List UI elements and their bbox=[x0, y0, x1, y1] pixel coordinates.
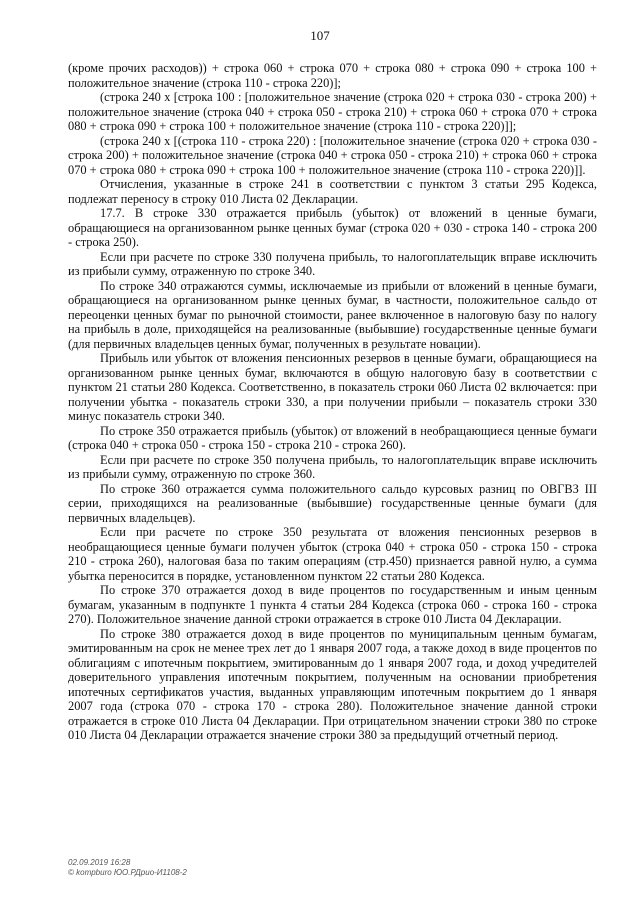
paragraph: По строке 370 отражается доход в виде процентов по государственным и иным ценным бумагам, указанным в подпункте 1 пункта 4 статьи 284 Кодекса (строка 060 - строка 160 - строка 270). Положительное значение данной строки отражается в строке 010 Листа 04 Декларации. bbox=[68, 583, 597, 626]
paragraph: По строке 340 отражаются суммы, исключаемые из прибыли от вложений в ценные бумаги, обращающиеся на организованном рынке ценных бумаг, в частности, положительное сальдо от переоценки ценных бумаг по рыночной стоимости, ранее включенное в налоговую базу по налогу на прибыль в доле, приходящейся на реализованные (выбывшие) государственные ценные бумаги (для первичных владельцев ценных бумаг, полученных в результате новации). bbox=[68, 278, 597, 351]
paragraph: По строке 360 отражается сумма положительного сальдо курсовых разниц по ОВГВЗ III серии, приходящихся на реализованные (выбывшие) государственные ценные бумаги (для первичных владельцев). bbox=[68, 481, 597, 525]
paragraph: По строке 380 отражается доход в виде процентов по муниципальным ценным бумагам, эмитированным на срок не менее трех лет до 1 января 2007 года, а также доход в виде процентов по облигациям с ипотечным покрытием, эмитированным до 1 января 2007 года, и доход учредителей доверительного управления ипотечным покрытием, полученным на основании приобретения ипотечных сертификатов участия, выданных управляющим ипотечным покрытием до 1 января 2007 года (строка 070 - строка 170 - строка 280). Положительное значение данной строки отражается в строке 010 Листа 04 Декларации. При отрицательном значении строки 380 по строке 010 Листа 04 Декларации отражается значение строки 380 за предыдущий отчетный период. bbox=[68, 626, 598, 742]
paragraph: (кроме прочих расходов)) + строка 060 + строка 070 + строка 080 + строка 090 + строка 100 + положительное значение (строка 110 - строка 220)]; bbox=[68, 61, 597, 90]
paragraph: (строка 240 x [(строка 110 - строка 220) : [положительное значение (строка 020 + строка 030 - строка 200) + положительное значение (строка 040 + строка 050 - строка 210) + строка 060 + строка 070 + строка 080 + строка 090 + строка 100 + положительное значение (строка 110 - строка 220)]]. bbox=[68, 133, 597, 177]
page-footer bbox=[68, 858, 187, 878]
paragraph: 17.7. В строке 330 отражается прибыль (убыток) от вложений в ценные бумаги, обращающиеся на организованном рынке ценных бумаг (строка 020 + 030 - строка 140 - строка 200 - строка 250). bbox=[68, 206, 597, 249]
paragraph: Если при расчете по строке 330 получена прибыль, то налогоплательщик вправе исключить из прибыли сумму, отраженную по строке 340. bbox=[68, 249, 597, 278]
footer-date: 02.09.2019 16:28 bbox=[68, 858, 131, 867]
paragraph: По строке 350 отражается прибыль (убыток) от вложений в необращающиеся ценные бумаги (строка 040 + строка 050 - строка 150 - строка 210 - строка 260). bbox=[68, 423, 597, 452]
paragraph: (строка 240 x [строка 100 : [положительное значение (строка 020 + строка 030 - строка 200) + положительное значение (строка 040 + строка 050 - строка 210) + строка 060 + строка 070 + строка 080 + строка 090 + строка 100 + положительное значение (строка 110 - строка 220)]]; bbox=[68, 90, 597, 133]
paragraph: Если при расчете по строке 350 результата от вложения пенсионных резервов в необращающиеся ценные бумаги получен убыток (строка 040 + строка 050 - строка 150 - строка 210 - строка 260), налоговая база по таким операциям (стр.450) признается равной нулю, а сумма убытка переносится в порядке, установленном пунктом 22 статьи 280 Кодекса. bbox=[68, 525, 597, 583]
footer-source: © kompburo ЮО.РДрио-И1108-2 bbox=[68, 868, 187, 877]
paragraph: Отчисления, указанные в строке 241 в соответствии с пунктом 3 статьи 295 Кодекса, подлежат переносу в строку 010 Листа 02 Декларации. bbox=[68, 177, 597, 206]
paragraph: Прибыль или убыток от вложения пенсионных резервов в ценные бумаги, обращающиеся на организованном рынке ценных бумаг, включаются в общую налоговую базу в соответствии с пунктом 21 статьи 280 Кодекса. Соответственно, в показатель строки 060 Листа 02 включается: при получении убытка - показатель строки 330, а при получении прибыли – показатель строки 330 минус показатель строки 340. bbox=[68, 351, 597, 423]
document-body bbox=[68, 61, 597, 743]
paragraph: Если при расчете по строке 350 получена прибыль, то налогоплательщик вправе исключить из прибыли сумму, отраженную по строке 360. bbox=[68, 452, 597, 481]
page-number: 107 bbox=[310, 28, 330, 43]
